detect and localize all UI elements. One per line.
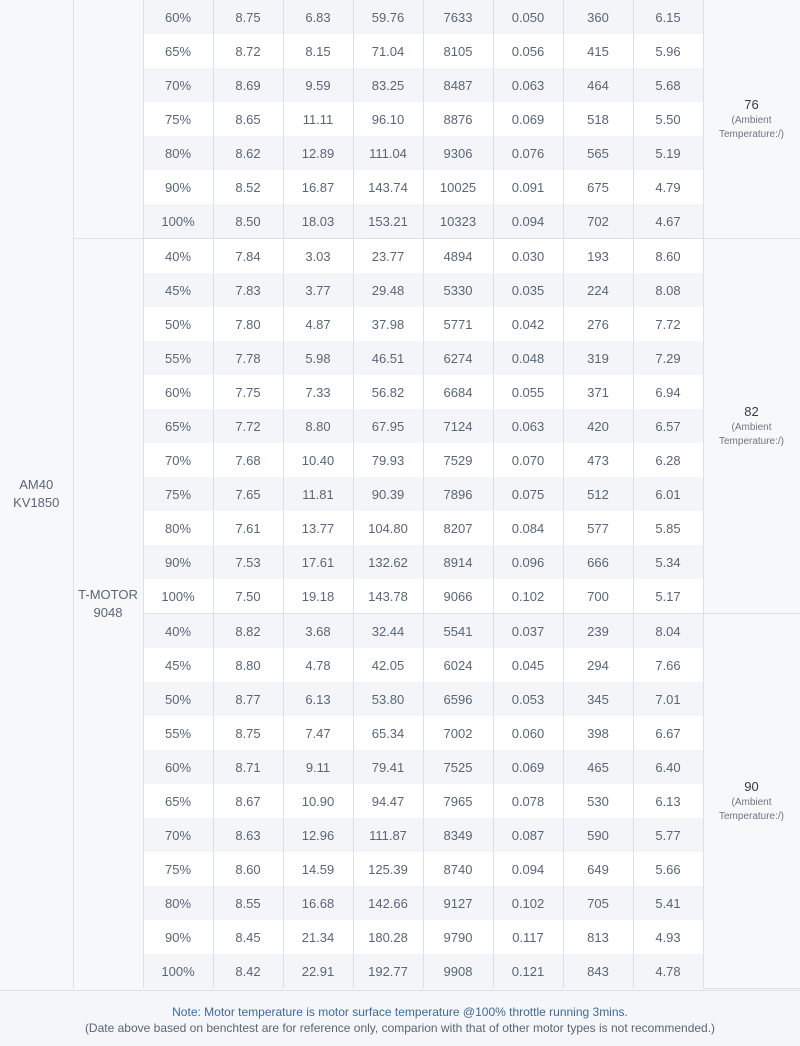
- table-cell: 75%: [143, 852, 213, 886]
- prop-model-cell: [73, 239, 143, 989]
- table-cell: 4.87: [283, 307, 353, 341]
- table-cell: 5.98: [283, 341, 353, 375]
- table-cell: 7633: [423, 0, 493, 34]
- table-cell: 8105: [423, 34, 493, 68]
- table-cell: 8.55: [213, 886, 283, 920]
- table-cell: 142.66: [353, 886, 423, 920]
- table-cell: 80%: [143, 886, 213, 920]
- table-cell: 8.62: [213, 136, 283, 170]
- table-cell: 6.94: [633, 375, 703, 409]
- table-cell: 0.076: [493, 136, 563, 170]
- table-row: [0, 239, 800, 274]
- table-cell: 6684: [423, 375, 493, 409]
- prop-cell-empty: [73, 0, 143, 239]
- table-cell: 23.77: [353, 239, 423, 274]
- table-cell: 3.77: [283, 273, 353, 307]
- table-cell: 29.48: [353, 273, 423, 307]
- temperature-value: 76: [744, 97, 759, 112]
- table-cell: 6.15: [633, 0, 703, 34]
- table-cell: 4.93: [633, 920, 703, 954]
- table-cell: 75%: [143, 102, 213, 136]
- temperature-value: 82: [744, 404, 759, 419]
- table-cell: 565: [563, 136, 633, 170]
- table-cell: 5.66: [633, 852, 703, 886]
- table-cell: 8.65: [213, 102, 283, 136]
- table-cell: 0.070: [493, 443, 563, 477]
- table-cell: 90%: [143, 170, 213, 204]
- table-cell: 104.80: [353, 511, 423, 545]
- table-cell: 60%: [143, 0, 213, 34]
- table-cell: 4.79: [633, 170, 703, 204]
- table-cell: 7.66: [633, 648, 703, 682]
- table-cell: 5.19: [633, 136, 703, 170]
- table-cell: 7.83: [213, 273, 283, 307]
- table-cell: 0.096: [493, 545, 563, 579]
- table-cell: 193: [563, 239, 633, 274]
- table-cell: 5.17: [633, 579, 703, 614]
- table-cell: 0.121: [493, 954, 563, 988]
- table-cell: 8740: [423, 852, 493, 886]
- table-cell: 0.069: [493, 102, 563, 136]
- table-cell: 6.13: [633, 784, 703, 818]
- table-cell: 10.90: [283, 784, 353, 818]
- table-cell: 5.41: [633, 886, 703, 920]
- table-cell: 7.80: [213, 307, 283, 341]
- table-cell: 224: [563, 273, 633, 307]
- table-cell: 22.91: [283, 954, 353, 988]
- table-cell: 125.39: [353, 852, 423, 886]
- table-cell: 8.08: [633, 273, 703, 307]
- table-cell: 0.045: [493, 648, 563, 682]
- table-cell: 9066: [423, 579, 493, 614]
- footnote: [0, 990, 800, 1046]
- table-cell: 0.069: [493, 750, 563, 784]
- table-cell: 32.44: [353, 614, 423, 649]
- table-cell: 9790: [423, 920, 493, 954]
- table-cell: 50%: [143, 307, 213, 341]
- table-cell: 70%: [143, 443, 213, 477]
- table-cell: 5.68: [633, 68, 703, 102]
- table-cell: 530: [563, 784, 633, 818]
- table-cell: 675: [563, 170, 633, 204]
- table-cell: 4.78: [633, 954, 703, 988]
- table-cell: 420: [563, 409, 633, 443]
- temperature-cell: [703, 614, 800, 989]
- table-cell: 6.01: [633, 477, 703, 511]
- table-cell: 0.063: [493, 68, 563, 102]
- table-cell: 11.11: [283, 102, 353, 136]
- table-cell: 132.62: [353, 545, 423, 579]
- table-cell: 90.39: [353, 477, 423, 511]
- table-cell: 65.34: [353, 716, 423, 750]
- table-cell: 5330: [423, 273, 493, 307]
- table-cell: 7.53: [213, 545, 283, 579]
- table-cell: 60%: [143, 375, 213, 409]
- table-cell: 50%: [143, 682, 213, 716]
- table-cell: 7896: [423, 477, 493, 511]
- table-cell: 71.04: [353, 34, 423, 68]
- table-cell: 46.51: [353, 341, 423, 375]
- table-cell: 464: [563, 68, 633, 102]
- table-cell: 6596: [423, 682, 493, 716]
- table-cell: 360: [563, 0, 633, 34]
- table-cell: 7.01: [633, 682, 703, 716]
- table-cell: 45%: [143, 648, 213, 682]
- table-cell: 180.28: [353, 920, 423, 954]
- table-cell: 0.078: [493, 784, 563, 818]
- table-cell: 7.68: [213, 443, 283, 477]
- table-cell: 79.93: [353, 443, 423, 477]
- table-cell: 9908: [423, 954, 493, 988]
- table-cell: 7525: [423, 750, 493, 784]
- table-cell: 0.030: [493, 239, 563, 274]
- motor-kv: KV1850: [13, 495, 60, 510]
- table-cell: 16.87: [283, 170, 353, 204]
- table-cell: 294: [563, 648, 633, 682]
- table-cell: 702: [563, 204, 633, 239]
- table-cell: 8.82: [213, 614, 283, 649]
- table-cell: 8.75: [213, 0, 283, 34]
- table-cell: 7.84: [213, 239, 283, 274]
- table-cell: 0.060: [493, 716, 563, 750]
- table-cell: 7.65: [213, 477, 283, 511]
- table-cell: 111.87: [353, 818, 423, 852]
- table-cell: 8.60: [213, 852, 283, 886]
- table-cell: 56.82: [353, 375, 423, 409]
- table-cell: 0.063: [493, 409, 563, 443]
- table-cell: 40%: [143, 239, 213, 274]
- table-cell: 319: [563, 341, 633, 375]
- table-cell: 65%: [143, 34, 213, 68]
- table-cell: 8.63: [213, 818, 283, 852]
- table-cell: 8.77: [213, 682, 283, 716]
- table-cell: 345: [563, 682, 633, 716]
- table-cell: 100%: [143, 579, 213, 614]
- prop-size: 9048: [93, 605, 123, 620]
- table-cell: 5.34: [633, 545, 703, 579]
- table-cell: 6274: [423, 341, 493, 375]
- table-cell: 239: [563, 614, 633, 649]
- table-cell: 6024: [423, 648, 493, 682]
- table-cell: 8.52: [213, 170, 283, 204]
- table-cell: 9306: [423, 136, 493, 170]
- table-cell: 8.50: [213, 204, 283, 239]
- table-cell: 60%: [143, 750, 213, 784]
- table-cell: 8349: [423, 818, 493, 852]
- table-cell: 9.11: [283, 750, 353, 784]
- table-cell: 42.05: [353, 648, 423, 682]
- table-cell: 8.69: [213, 68, 283, 102]
- table-cell: 0.102: [493, 579, 563, 614]
- table-cell: 19.18: [283, 579, 353, 614]
- table-cell: 83.25: [353, 68, 423, 102]
- table-cell: 8.72: [213, 34, 283, 68]
- table-cell: 0.055: [493, 375, 563, 409]
- table-cell: 53.80: [353, 682, 423, 716]
- table-cell: 7.29: [633, 341, 703, 375]
- table-cell: 6.83: [283, 0, 353, 34]
- table-cell: 12.96: [283, 818, 353, 852]
- table-cell: 21.34: [283, 920, 353, 954]
- table-cell: 0.091: [493, 170, 563, 204]
- table-cell: 5.85: [633, 511, 703, 545]
- table-cell: 700: [563, 579, 633, 614]
- table-cell: 80%: [143, 136, 213, 170]
- table-cell: 649: [563, 852, 633, 886]
- table-cell: 9.59: [283, 68, 353, 102]
- table-cell: 705: [563, 886, 633, 920]
- table-cell: 70%: [143, 68, 213, 102]
- table-cell: 8207: [423, 511, 493, 545]
- table-cell: 7.75: [213, 375, 283, 409]
- table-cell: 465: [563, 750, 633, 784]
- table-cell: 0.042: [493, 307, 563, 341]
- table-cell: 6.40: [633, 750, 703, 784]
- temperature-value: 90: [744, 778, 759, 794]
- table-cell: 6.67: [633, 716, 703, 750]
- table-cell: 111.04: [353, 136, 423, 170]
- table-cell: 8.80: [213, 648, 283, 682]
- table-cell: 4.67: [633, 204, 703, 239]
- table-cell: 80%: [143, 511, 213, 545]
- table-cell: 0.048: [493, 341, 563, 375]
- table-cell: 0.117: [493, 920, 563, 954]
- table-cell: 8.60: [633, 239, 703, 274]
- table-cell: 7529: [423, 443, 493, 477]
- table-cell: 40%: [143, 614, 213, 649]
- table-cell: 813: [563, 920, 633, 954]
- note-line-2: (Date above based on benchtest are for reference only, comparion with that of other motor types is not recommended.): [84, 1021, 716, 1035]
- table-cell: 79.41: [353, 750, 423, 784]
- table-cell: 100%: [143, 954, 213, 988]
- table-cell: 8.45: [213, 920, 283, 954]
- table-cell: 65%: [143, 409, 213, 443]
- table-cell: 0.102: [493, 886, 563, 920]
- table-cell: 666: [563, 545, 633, 579]
- table-cell: 96.10: [353, 102, 423, 136]
- table-cell: 7.61: [213, 511, 283, 545]
- table-cell: 5771: [423, 307, 493, 341]
- table-cell: 143.78: [353, 579, 423, 614]
- table-cell: 16.68: [283, 886, 353, 920]
- table-cell: 65%: [143, 784, 213, 818]
- table-cell: 94.47: [353, 784, 423, 818]
- table-cell: 8914: [423, 545, 493, 579]
- table-cell: 59.76: [353, 0, 423, 34]
- table-cell: 5541: [423, 614, 493, 649]
- table-cell: 11.81: [283, 477, 353, 511]
- table-cell: 8.71: [213, 750, 283, 784]
- table-cell: 371: [563, 375, 633, 409]
- table-cell: 7.72: [633, 307, 703, 341]
- table-cell: 14.59: [283, 852, 353, 886]
- table-cell: 8487: [423, 68, 493, 102]
- table-cell: 7124: [423, 409, 493, 443]
- table-cell: 7965: [423, 784, 493, 818]
- table-cell: 0.084: [493, 511, 563, 545]
- table-cell: 10025: [423, 170, 493, 204]
- table-cell: 0.050: [493, 0, 563, 34]
- table-cell: 45%: [143, 273, 213, 307]
- table-cell: 5.50: [633, 102, 703, 136]
- table-cell: 0.053: [493, 682, 563, 716]
- table-cell: 7.47: [283, 716, 353, 750]
- table-cell: 7.78: [213, 341, 283, 375]
- table-cell: 55%: [143, 341, 213, 375]
- table-cell: 473: [563, 443, 633, 477]
- note-line-1: Note: Motor temperature is motor surface temperature @100% throttle running 3mins.: [172, 1005, 628, 1019]
- motor-model-name: AM40: [19, 477, 54, 492]
- temperature-label: (Ambient Temperature:/): [718, 422, 785, 447]
- table-cell: 100%: [143, 204, 213, 239]
- temperature-cell: [703, 239, 800, 614]
- table-cell: 37.98: [353, 307, 423, 341]
- table-row: [0, 0, 800, 34]
- table-cell: 8.15: [283, 34, 353, 68]
- table-cell: 8.75: [213, 716, 283, 750]
- table-cell: 70%: [143, 818, 213, 852]
- table-cell: 4.78: [283, 648, 353, 682]
- table-cell: 10323: [423, 204, 493, 239]
- table-cell: 143.74: [353, 170, 423, 204]
- table-cell: 8.42: [213, 954, 283, 988]
- table-cell: 153.21: [353, 204, 423, 239]
- table-cell: 5.77: [633, 818, 703, 852]
- table-cell: 398: [563, 716, 633, 750]
- table-cell: 75%: [143, 477, 213, 511]
- table-cell: 10.40: [283, 443, 353, 477]
- table-cell: 9127: [423, 886, 493, 920]
- table-cell: 13.77: [283, 511, 353, 545]
- table-cell: 4894: [423, 239, 493, 274]
- table-cell: 8.04: [633, 614, 703, 649]
- table-cell: 8.80: [283, 409, 353, 443]
- table-cell: 0.094: [493, 204, 563, 239]
- table-cell: 843: [563, 954, 633, 988]
- table-cell: 3.03: [283, 239, 353, 274]
- temperature-label: (Ambient Temperature:/): [718, 115, 785, 140]
- table-cell: 7.50: [213, 579, 283, 614]
- prop-brand: T-MOTOR: [78, 587, 138, 602]
- table-cell: 0.056: [493, 34, 563, 68]
- table-cell: 0.087: [493, 818, 563, 852]
- table-cell: 6.57: [633, 409, 703, 443]
- motor-model-cell: [0, 0, 73, 988]
- table-cell: 18.03: [283, 204, 353, 239]
- table-cell: 590: [563, 818, 633, 852]
- table-cell: 415: [563, 34, 633, 68]
- table-cell: 6.28: [633, 443, 703, 477]
- table-cell: 6.13: [283, 682, 353, 716]
- table-cell: 12.89: [283, 136, 353, 170]
- temperature-cell: [703, 0, 800, 239]
- table-cell: 518: [563, 102, 633, 136]
- table-cell: 0.037: [493, 614, 563, 649]
- table-cell: 0.075: [493, 477, 563, 511]
- table-cell: 3.68: [283, 614, 353, 649]
- table-cell: 17.61: [283, 545, 353, 579]
- table-cell: 90%: [143, 920, 213, 954]
- table-cell: 55%: [143, 716, 213, 750]
- table-cell: 276: [563, 307, 633, 341]
- table-cell: 192.77: [353, 954, 423, 988]
- table-cell: 577: [563, 511, 633, 545]
- table-cell: 7.72: [213, 409, 283, 443]
- table-cell: 512: [563, 477, 633, 511]
- table-cell: 90%: [143, 545, 213, 579]
- table-cell: 0.094: [493, 852, 563, 886]
- table-cell: 7.33: [283, 375, 353, 409]
- table-cell: 5.96: [633, 34, 703, 68]
- table-cell: 8.67: [213, 784, 283, 818]
- table-cell: 7002: [423, 716, 493, 750]
- table-cell: 67.95: [353, 409, 423, 443]
- temperature-label: (Ambient Temperature:/): [718, 796, 785, 822]
- table-cell: 8876: [423, 102, 493, 136]
- table-cell: 0.035: [493, 273, 563, 307]
